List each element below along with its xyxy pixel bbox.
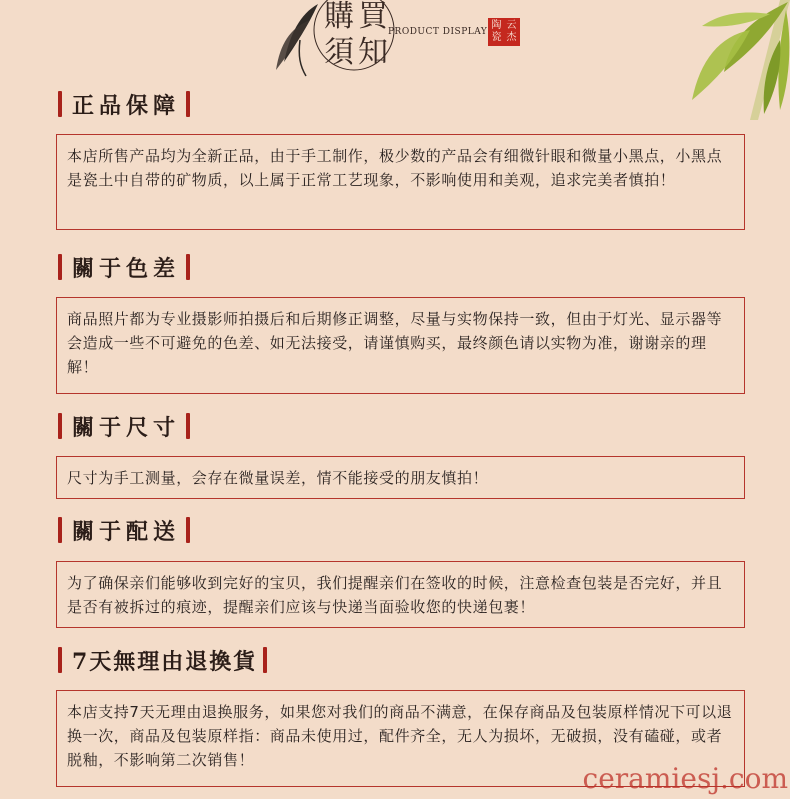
section-heading: 正品保障	[72, 92, 181, 119]
title-bar-right	[186, 413, 190, 439]
seal-char: 云	[506, 20, 517, 31]
section-box-size	[56, 456, 745, 499]
section-heading: 關于配送	[72, 518, 181, 545]
section-heading: 關于色差	[72, 255, 181, 282]
section-text: 尺寸为手工测量，会存在微量误差，情不能接受的朋友慎拍！	[67, 469, 489, 487]
section-box-delivery	[56, 561, 745, 628]
title-bar-left	[58, 413, 62, 439]
subtitle: PRODUCT DISPLAY	[388, 27, 488, 37]
header	[0, 0, 790, 82]
title-bar-right	[186, 91, 190, 117]
title-bar-left	[58, 91, 62, 117]
section-text: 为了确保亲们能够收到完好的宝贝，我们提醒亲们在签收的时候，注意检查包装是否完好，并且是否有被拆过的痕迹，提醒亲们应该与快递当面验收您的快递包裹！	[67, 574, 723, 616]
seal-char: 瓷	[491, 32, 502, 43]
seal-char: 杰	[506, 32, 517, 43]
section-heading: 關于尺寸	[72, 414, 181, 441]
section-heading: 7天無理由退換貨	[72, 648, 258, 675]
section-box-color	[56, 297, 745, 394]
title-bar-left	[58, 517, 62, 543]
section-box-genuine	[56, 134, 745, 230]
seal-char: 陶	[491, 20, 502, 31]
title-line-2: 須知	[324, 35, 392, 70]
seal-stamp	[488, 18, 520, 46]
title-bar-left	[58, 254, 62, 280]
title-bar-right	[263, 647, 267, 673]
title-bar-right	[186, 517, 190, 543]
title-emblem	[308, 0, 404, 76]
section-title-size	[58, 410, 190, 442]
section-title-delivery	[58, 514, 190, 546]
title-line-1: 購買	[324, 0, 392, 34]
bamboo-leaves-icon	[630, 0, 790, 120]
title-bar-right	[186, 254, 190, 280]
watermark: ceramiesj.com	[582, 762, 788, 795]
section-title-returns	[58, 644, 267, 676]
section-title-genuine	[58, 88, 190, 120]
section-title-color	[58, 251, 190, 283]
title-bar-left	[58, 647, 62, 673]
section-text: 本店支持7天无理由退换服务，如果您对我们的商品不满意，在保存商品及包装原样情况下可以退换一次，商品及包装原样指：商品未使用过，配件齐全，无人为损坏，无破损，没有磕碰，或者脱釉，不影响第二次销售！	[67, 703, 733, 769]
section-text: 本店所售产品均为全新正品，由于手工制作，极少数的产品会有细微针眼和微量小黑点，小黑点是瓷土中自带的矿物质，以上属于正常工艺现象，不影响使用和美观，追求完美者慎拍！	[67, 147, 723, 189]
section-text: 商品照片都为专业摄影师拍摄后和后期修正调整，尽量与实物保持一致，但由于灯光、显示器等会造成一些不可避免的色差、如无法接受，请谨慎购买，最终颜色请以实物为准，谢谢亲的理解！	[67, 310, 723, 376]
